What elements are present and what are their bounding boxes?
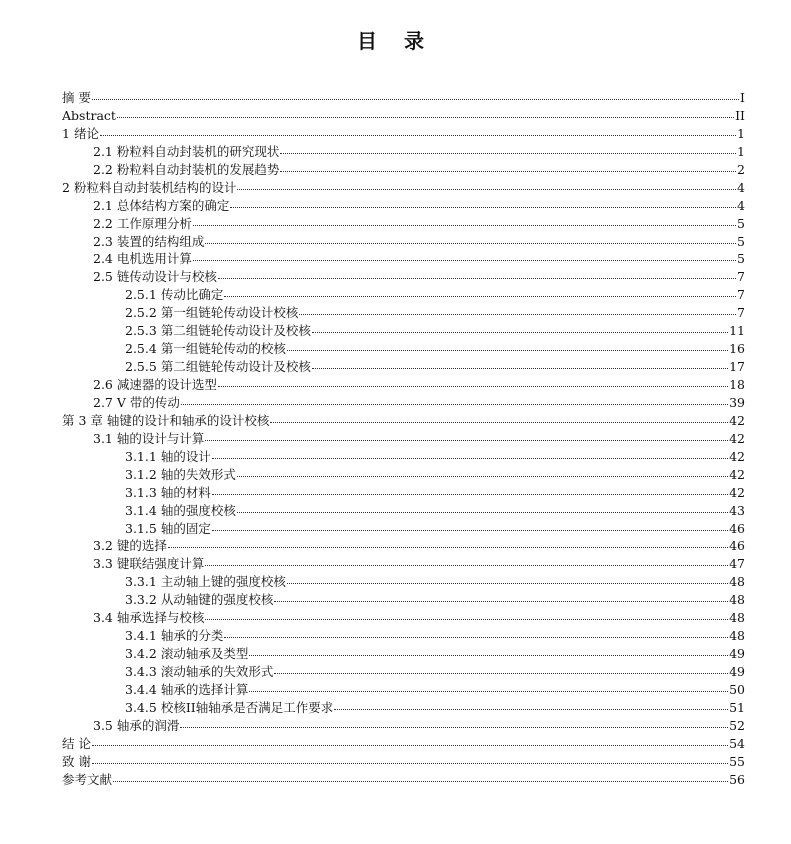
toc-entry[interactable] [62,322,745,340]
toc-entry-number: 3.4 [93,610,113,626]
toc-entry-label: 链传动设计与校核 [116,269,217,285]
toc-entry-number: 2.6 [93,377,113,392]
dot-leader [237,475,728,477]
toc-entry-label: 第一组链轮传动设计校核 [160,305,299,321]
dot-leader [212,457,728,459]
dot-leader [205,439,728,441]
toc-entry-page-number: 52 [729,717,745,733]
dot-leader [92,744,728,746]
toc-entry[interactable] [62,537,745,555]
dot-leader [205,564,728,566]
dot-leader [180,726,728,728]
toc-entry-page-number: 48 [729,574,745,590]
dot-leader [280,152,736,154]
toc-entry-number: 3.4.2 [125,646,157,662]
toc-entry[interactable] [62,555,745,573]
toc-entry-label: V 带的传动 [116,394,180,410]
toc-entry[interactable] [62,340,745,358]
toc-entry-number: 3.1.4 [125,502,157,518]
toc-entry-page-number: 56 [729,771,745,787]
toc-entry[interactable] [62,573,745,591]
toc-entry-label: 主动轴上键的强度校核 [160,574,286,590]
toc-entry-number: 2.7 [93,394,113,410]
toc-entry[interactable] [62,609,745,627]
toc-entry-number: 1 [62,125,70,141]
toc-entry-page-number: 16 [729,341,745,357]
toc-entry-label: 结 论 [62,735,91,751]
toc-entry-page-number: 49 [729,646,745,662]
dot-leader [249,690,728,692]
toc-entry-page-number: 17 [729,359,745,375]
toc-entry-number: 3.5 [93,717,113,733]
dot-leader [299,313,736,315]
toc-entry-number: 2.5.5 [125,359,157,375]
toc-entry-page-number: 42 [729,412,745,428]
dot-leader [249,654,728,656]
toc-entry[interactable] [62,448,745,466]
toc-entry-page-number: 55 [729,753,745,769]
toc-entry-page-number: I [740,90,745,105]
toc-entry-number: 3.3 [93,556,113,572]
dot-leader [113,780,728,782]
toc-entry-page-number: 5 [737,233,745,249]
toc-entry-page-number: 4 [737,197,745,213]
toc-entry[interactable] [62,197,745,215]
toc-entry-page-number: II [735,107,745,123]
dot-leader [334,708,728,710]
toc-entry-label: 轴承的分类 [160,628,224,644]
dot-leader [237,511,728,513]
toc-entry-label: 轴的设计 [160,448,211,464]
toc-entry[interactable] [62,412,745,430]
toc-entry-label: 轴的固定 [160,520,211,536]
dot-leader [218,385,728,387]
toc-entry-number: 2.3 [93,233,113,249]
toc-entry-number: 2.5 [93,269,113,285]
dot-leader [237,188,736,190]
toc-entry-label: 轴承的选择计算 [160,681,249,697]
toc-entry-page-number: 11 [729,323,745,339]
toc-entry-number: 3.4.1 [125,628,157,644]
toc-entry-page-number: 54 [729,735,745,751]
toc-entry-number: 第 3 章 [62,412,103,428]
toc-entry-page-number: 42 [729,430,745,446]
dot-leader [287,582,728,584]
toc-entry-label: 轴的材料 [160,484,211,500]
toc-entry[interactable] [62,681,745,699]
dot-leader [230,206,736,208]
toc-entry-label: 装置的结构组成 [116,233,205,249]
toc-entry-number: 2.2 [93,215,113,231]
dot-leader [274,600,728,602]
dot-leader [224,636,728,638]
toc-entry-label: 轴的强度校核 [160,502,236,518]
toc-entry-page-number: 18 [729,377,745,392]
toc-entry-number: 2.5.4 [125,341,157,357]
dot-leader [270,421,728,423]
toc-entry-page-number: 48 [729,592,745,608]
toc-entry-page-number: 7 [737,305,745,321]
toc-entry-label: 工作原理分析 [116,215,192,231]
dot-leader [92,98,739,100]
toc-entry-label: 轴承选择与校核 [116,610,205,626]
dot-leader [181,403,728,405]
toc-entry[interactable] [62,268,745,286]
toc-entry-label: 第一组链轮传动的校核 [160,341,286,357]
toc-entry-page-number: 2 [737,161,745,177]
toc-entry[interactable] [62,430,745,448]
toc-entry[interactable] [62,699,745,717]
toc-entry-page-number: 47 [729,556,745,572]
toc-entry-number: 3.3.2 [125,592,157,608]
toc-entry[interactable] [62,358,745,376]
toc-entry[interactable] [62,520,745,538]
toc-entry[interactable] [62,107,745,125]
dot-leader [193,224,736,226]
toc-entry-number: 3.4.4 [125,681,157,697]
toc-entry-label: 第二组链轮传动设计及校核 [160,323,311,339]
dot-leader [312,367,728,369]
toc-entry-label: 轴承的润滑 [116,717,180,733]
toc-entry[interactable] [62,645,745,663]
toc-entry[interactable] [62,215,745,233]
toc-entry-number: 2.4 [93,251,113,267]
toc-entry-number: 3.2 [93,538,113,554]
toc-entry-number: 3.1.2 [125,466,157,482]
toc-entry-label: 参考文献 [62,771,113,787]
toc-entry-label: 校核II轴轴承是否满足工作要求 [160,699,334,715]
toc-entry[interactable] [62,627,745,645]
toc-entry-number: 2.5.1 [125,287,157,303]
toc-entry[interactable] [62,250,745,268]
toc-entry-page-number: 39 [729,394,745,410]
toc-entry-page-number: 46 [729,538,745,554]
toc-entry-label: 滚动轴承的失效形式 [160,664,274,679]
toc-entry-page-number: 1 [737,125,745,141]
toc-entry-label: 减速器的设计选型 [116,377,217,392]
toc-entry-page-number: 1 [737,143,745,159]
dot-leader [193,259,736,261]
toc-entry[interactable] [62,502,745,520]
dot-leader [100,134,736,136]
toc-entry-number: 3.1.5 [125,520,157,536]
toc-entry-page-number: 49 [729,664,745,679]
toc-entry-label: 从动轴键的强度校核 [160,592,274,608]
dot-leader [205,242,736,244]
toc-entry[interactable] [62,143,745,161]
toc-entry[interactable] [62,161,745,179]
toc-entry[interactable] [62,484,745,502]
dot-leader [224,295,736,297]
toc-entry-label: 传动比确定 [160,287,224,303]
toc-entry-page-number: 51 [729,699,745,715]
toc-entry-page-number: 48 [729,628,745,644]
toc-entry-page-number: 48 [729,610,745,626]
toc-entry[interactable] [62,286,745,304]
toc-entry-number: 2.2 [93,161,113,177]
toc-entry-page-number: 7 [737,269,745,285]
toc-entry[interactable] [62,89,745,107]
toc-entry-label: 滚动轴承及类型 [160,646,249,662]
dot-leader [218,277,736,279]
toc-entry-label: 轴的失效形式 [160,466,236,482]
toc-entry[interactable] [62,735,745,753]
toc-entry[interactable] [62,663,745,681]
dot-leader [280,170,736,172]
toc-entry-number: 2.1 [93,197,113,213]
dot-leader [212,529,728,531]
toc-entry-label: 粉粒料自动封装机的研究现状 [116,143,280,159]
dot-leader [168,546,728,548]
toc-entry[interactable] [62,179,745,197]
table-of-contents [62,89,745,789]
toc-entry-page-number: 42 [729,484,745,500]
dot-leader [212,493,728,495]
page-title: 目 录 [357,29,434,53]
toc-entry-page-number: 42 [729,448,745,464]
toc-entry-page-number: 4 [737,179,745,195]
toc-entry-label: 绪论 [73,125,99,141]
toc-entry-label: 粉粒料自动封装机的发展趋势 [116,161,280,177]
toc-entry-page-number: 5 [737,251,745,267]
toc-entry-number: 3.4.3 [125,664,157,679]
dot-leader [117,116,734,118]
toc-entry[interactable] [62,394,745,412]
toc-entry[interactable] [62,771,745,789]
toc-entry-page-number: 50 [729,681,745,697]
toc-entry-label: 电机选用计算 [116,251,192,267]
toc-entry-number: 3.3.1 [125,574,157,590]
toc-entry[interactable] [62,304,745,322]
toc-entry[interactable] [62,125,745,143]
toc-entry-page-number: 46 [729,520,745,536]
toc-entry[interactable] [62,591,745,609]
dot-leader [312,331,728,333]
toc-entry-label: 键的选择 [116,538,167,554]
toc-entry-number: 3.1.1 [125,448,157,464]
dot-leader [274,672,728,674]
toc-entry-label: Abstract [62,107,116,123]
toc-entry-number: 2.5.2 [125,305,157,321]
toc-entry-page-number: 43 [729,502,745,518]
toc-entry-label: 粉粒料自动封装机结构的设计 [73,179,237,195]
toc-entry-number: 3.1 [93,430,113,446]
toc-entry-number: 3.1.3 [125,484,157,500]
dot-leader [205,618,728,620]
toc-entry-label: 键联结强度计算 [116,556,205,572]
toc-entry[interactable] [62,233,745,251]
toc-entry[interactable] [62,466,745,484]
toc-entry[interactable] [62,753,745,771]
toc-entry-number: 3.4.5 [125,699,157,715]
toc-entry-page-number: 42 [729,466,745,482]
toc-entry-number: 2.1 [93,143,113,159]
dot-leader [287,349,728,351]
toc-entry-number: 2.5.3 [125,323,157,339]
toc-entry-label: 总体结构方案的确定 [116,197,230,213]
toc-entry-label: 第二组链轮传动设计及校核 [160,359,311,375]
toc-entry-number: 2 [62,179,70,195]
toc-entry-page-number: 5 [737,215,745,231]
toc-entry-label: 摘 要 [62,90,91,105]
toc-entry[interactable] [62,376,745,394]
toc-entry[interactable] [62,717,745,735]
dot-leader [92,762,728,764]
toc-entry-label: 致 谢 [62,753,91,769]
toc-entry-page-number: 7 [737,287,745,303]
toc-entry-label: 轴的设计与计算 [116,430,205,446]
toc-entry-label: 轴键的设计和轴承的设计校核 [106,412,270,428]
